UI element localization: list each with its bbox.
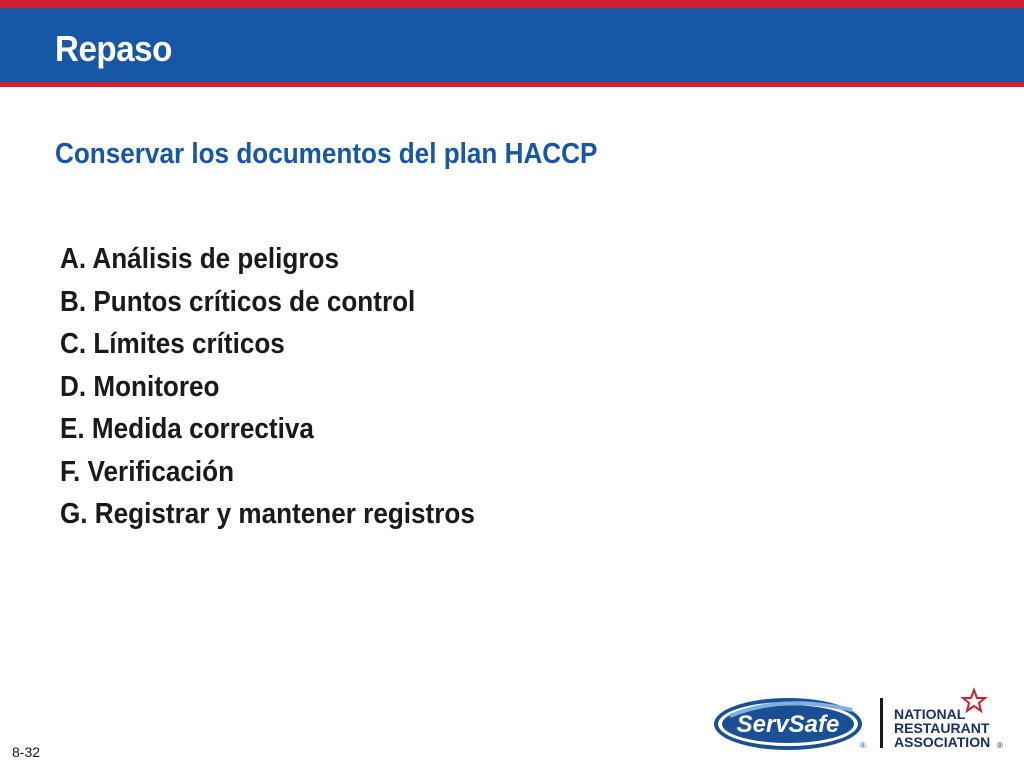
list-item: F. Verificación	[60, 455, 235, 488]
list-item: G. Registrar y mantener registros	[60, 498, 475, 530]
star-icon	[963, 690, 985, 711]
servsafe-logo	[714, 698, 866, 750]
nra-line-3: ASSOCIATION	[894, 734, 991, 750]
servsafe-logo-text: ServSafe	[736, 711, 840, 738]
logos	[712, 686, 1012, 758]
nra-line-1: NATIONAL	[894, 706, 966, 722]
list-item: D. Monitoreo	[60, 370, 220, 403]
logo-divider	[880, 698, 883, 748]
list-item: E. Medida correctiva	[60, 413, 314, 445]
svg-text:®: ®	[997, 741, 1003, 750]
svg-text:®: ®	[860, 741, 866, 750]
nra-line-2: RESTAURANT	[894, 720, 990, 736]
slide-subtitle: Conservar los documentos del plan HACCP	[55, 138, 598, 170]
national-restaurant-association-logo	[894, 690, 1003, 750]
page-number: 8-32	[12, 744, 41, 760]
top-red-stripe	[0, 0, 1024, 8]
haccp-steps-list	[60, 238, 521, 536]
list-item: C. Límites críticos	[60, 328, 285, 360]
list-item: B. Puntos críticos de control	[60, 285, 416, 318]
list-item: A. Análisis de peligros	[60, 243, 339, 275]
header-red-stripe	[0, 82, 1024, 87]
slide-title: Repaso	[55, 28, 172, 69]
